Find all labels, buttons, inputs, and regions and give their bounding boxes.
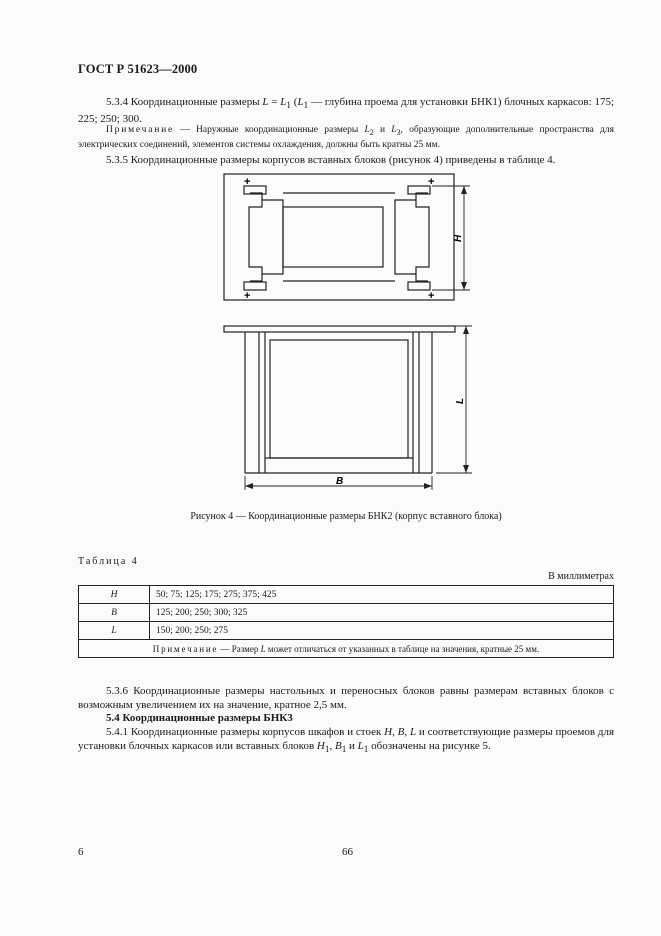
side-opening [270, 340, 408, 458]
arrow-icon [245, 483, 253, 489]
subscript: 1 [363, 744, 369, 755]
table-4-label: Таблица 4 [78, 556, 139, 567]
bottom-right-clip [408, 282, 430, 290]
para-text: Координационные размеры [130, 96, 263, 108]
figure-4-caption: Рисунок 4 — Координационные размеры БНК2 (корпус вставного блока) [190, 511, 502, 522]
symbol-L: L [262, 96, 269, 108]
arrow-icon [424, 483, 432, 489]
table-cell-values: 150; 200; 250; 275 [150, 622, 614, 640]
subscript: 3 [396, 127, 401, 137]
right-rail [416, 193, 429, 281]
paragraph-5-4-1 [78, 725, 614, 756]
note-text: , образующие дополнительные пространства для электрических соединений, элементов системы охлаждения, должны быть кратны 25 мм. [78, 125, 614, 151]
para-text: обозначены на рисунке 5. [368, 740, 491, 752]
left-rail [249, 193, 262, 281]
table-cell-values: 125; 200; 250; 300; 325 [150, 604, 614, 622]
symbol-H1: H [316, 740, 325, 752]
note-text: — Размер [218, 643, 261, 654]
dim-label-B: B [336, 476, 344, 487]
page-header-standard: ГОСТ Р 51623—2000 [78, 62, 198, 76]
para-text: — глубина проема для установки БНК1) блочных каркасов: 175; 225; 250; 300. [78, 96, 614, 126]
table-4-units: В миллиметрах [548, 571, 614, 582]
note-text: и [373, 125, 392, 135]
subscript: 1 [341, 744, 347, 755]
arrow-icon [463, 465, 469, 473]
plus-marker-top-left: + [244, 176, 251, 188]
arrow-icon [461, 186, 467, 194]
para-text: 5.4.1 Координационные размеры корпусов шкафов и стоек [106, 726, 385, 738]
dim-label-H: H [453, 234, 464, 242]
note-label: Примечание [152, 643, 219, 654]
table-row [79, 586, 614, 604]
para-text: и [346, 740, 358, 752]
symbol-B1: B [334, 740, 342, 752]
arrow-icon [463, 326, 469, 334]
plus-marker-bottom-right: + [428, 290, 435, 302]
symbol-L3: L [391, 125, 397, 135]
paragraph-5-3-6: 5.3.6 Координационные размеры настольных и переносных блоков равны размерам вставных блоков с возможным увеличением их на значение, кратное 2,5 мм. [78, 685, 614, 711]
note-label: Примечание [106, 125, 175, 135]
table-cell-symbol: L [79, 622, 150, 640]
para-text: и соответствующие размеры проемов для установки блочных каркасов или вставных блоков [78, 726, 615, 752]
table-4 [78, 585, 614, 658]
symbol-L1: L [297, 96, 304, 108]
right-rail-inner [395, 200, 416, 274]
symbol-L: L [409, 726, 417, 738]
note-text: может отличаться от указанных в таблице на значения, кратные 25 мм. [265, 643, 540, 654]
section-heading-5-4: 5.4 Координационные размеры БНК3 [106, 712, 293, 724]
para-text: = [268, 96, 281, 108]
subscript: 1 [286, 100, 291, 111]
bottom-left-clip [244, 282, 266, 290]
symbol-L: L [260, 643, 266, 654]
para-text: , [404, 726, 410, 738]
table-cell-symbol: B [79, 604, 150, 622]
page-number-left: 6 [78, 846, 84, 858]
table-row [79, 604, 614, 622]
symbol-L1: L [357, 740, 364, 752]
front-opening [283, 207, 383, 267]
subscript: 1 [303, 100, 309, 111]
table-row [79, 622, 614, 640]
para-text: 5.3.4 [106, 96, 128, 108]
plus-marker-top-right: + [428, 176, 435, 188]
left-rail-inner [262, 200, 283, 274]
note-text: — Наружные координационные размеры [174, 125, 365, 135]
para-text: , [329, 740, 335, 752]
table-note-row [79, 640, 614, 658]
para-text: ( [291, 96, 298, 108]
side-view-top-panel [224, 326, 455, 332]
table-cell-values: 50; 75; 125; 175; 275; 375; 425 [150, 586, 614, 604]
subscript: 1 [324, 744, 330, 755]
dim-label-L: L [455, 397, 466, 404]
table-cell-symbol: H [79, 586, 150, 604]
plus-marker-bottom-left: + [244, 290, 251, 302]
arrow-icon [461, 282, 467, 290]
para-text: , [392, 726, 398, 738]
symbol-H: H [384, 726, 393, 738]
page-number-center: 66 [342, 846, 353, 858]
paragraph-5-3-5: 5.3.5 Координационные размеры корпусов вставных блоков (рисунок 4) приведены в таблице 4. [106, 154, 556, 166]
table-note-cell [79, 640, 614, 658]
symbol-L2: L [364, 125, 370, 135]
symbol-L1: L [280, 96, 287, 108]
symbol-B: B [397, 726, 405, 738]
subscript: 2 [369, 127, 374, 137]
